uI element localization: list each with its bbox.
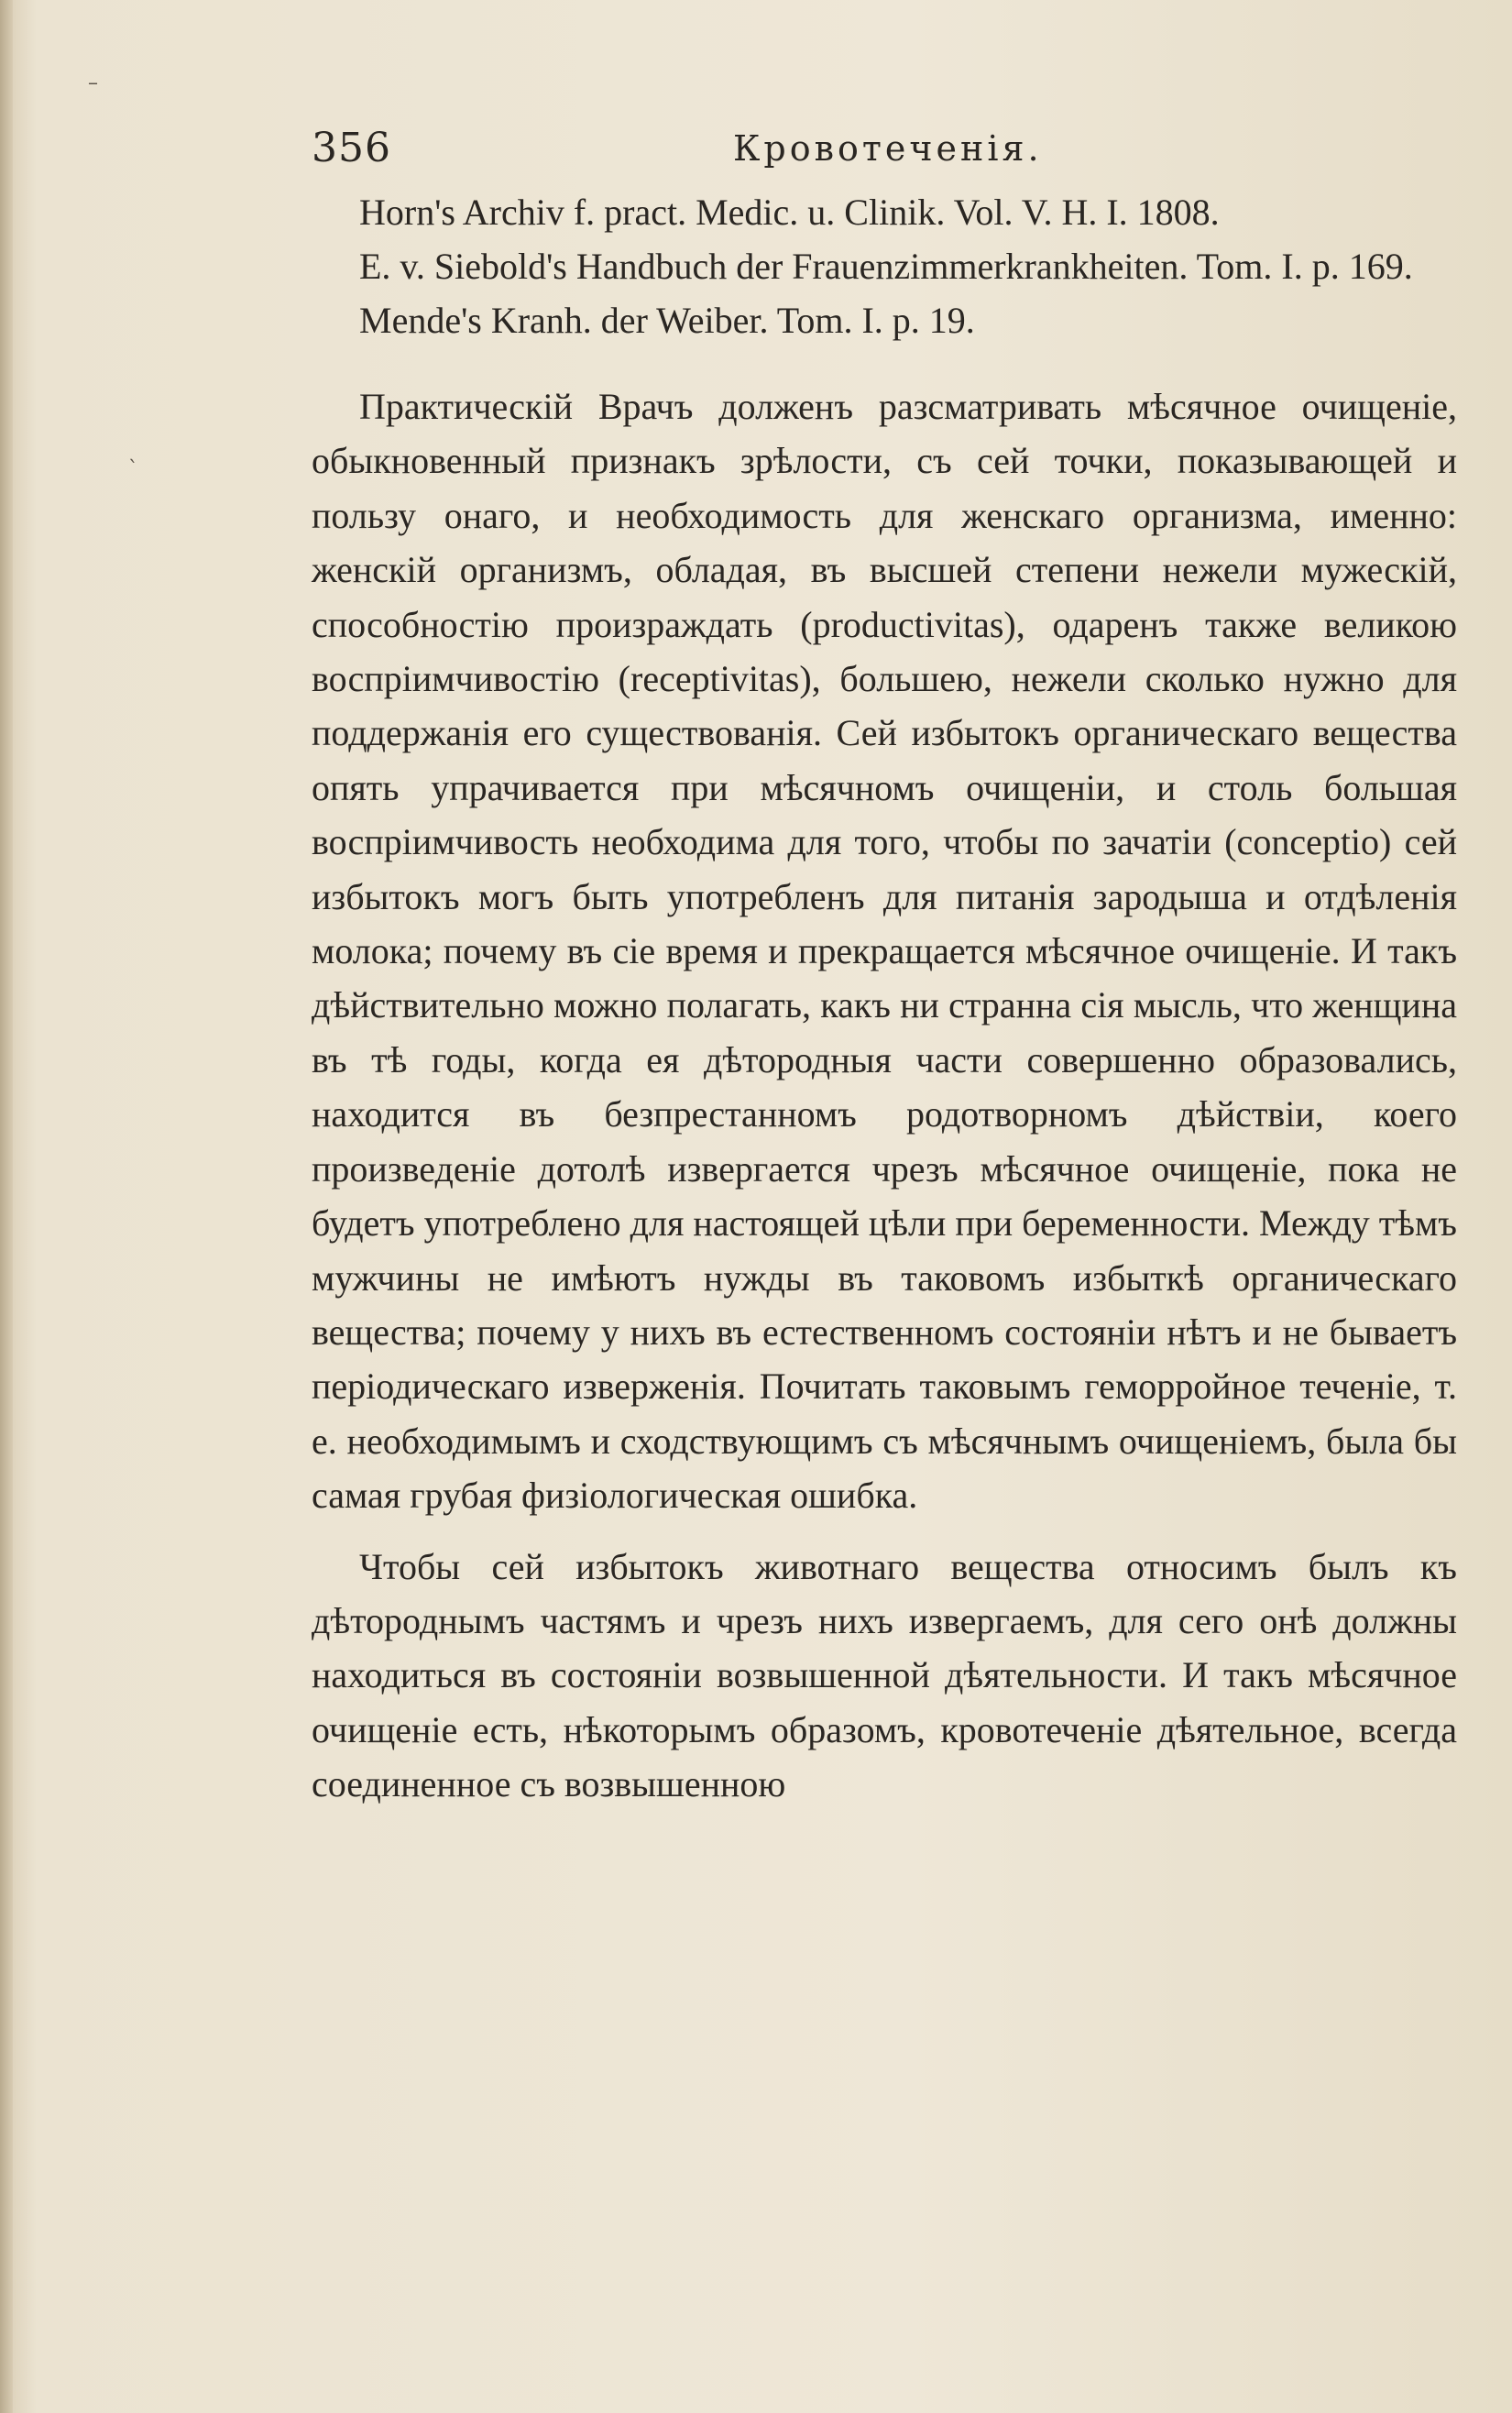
reference-item: E. v. Siebold's Handbuch der Frauenzimmerkrankheiten. Tom. I. p. 169. [359,246,1413,287]
running-title: Кровотеченія. [733,128,1043,169]
paragraph: Чтобы сей избытокъ животнаго вещества относимъ былъ къ дѣтороднымъ частямъ и чрезъ нихъ извергаемъ, для сего онѣ должны находиться въ состояніи возвышенной дѣятельности. И такъ мѣсячное очищеніе есть, нѣкоторымъ образомъ, кровотеченіе дѣятельное, всегда соединенное съ возвышенною [312,1545,1457,1805]
reference-item: Mende's Kranh. der Weiber. Tom. I. p. 19. [359,300,975,341]
page-edge [0,0,13,2413]
body-text [312,379,1457,1812]
page-number: 356 [312,125,391,171]
scan-speck: – [88,71,98,94]
references-block [312,185,1457,347]
paragraph: Практическій Врачъ долженъ разсматривать мѣсячное очищеніе, обыкновенный признакъ зрѣлости, съ сей точки, показывающей и пользу онаго, и необходимость для женскаго организма, именно: женскій организмъ, обладая, въ высшей степени нежели мужескій, способностію произраждать (productivitas), одаренъ также великою воспріимчивостію (receptivitas), большею, нежели сколько нужно для поддержанія его существованія. Сей избытокъ органическаго вещества опять упрачивается при мѣсячномъ очищеніи, и столь большая воспріимчивость необходима для того, чтобы по зачатіи (conceptio) сей избытокъ могъ быть употребленъ для питанія зародыша и отдѣленія молока; почему въ сіе время и прекращается мѣсячное очищеніе. И такъ дѣйствительно можно полагать, какъ ни странна сія мысль, что женщина въ тѣ годы, когда ея дѣтородныя части совершенно образовались, находится въ безпрестанномъ родотворномъ дѣйствіи, коего произведеніе дотолѣ извергается чрезъ мѣсячное очищеніе, пока не будетъ употреблено для настоящей цѣли при беременности. Между тѣмъ мужчины не имѣютъ нужды въ таковомъ избыткѣ органическаго вещества; почему у нихъ въ естественномъ состояніи нѣтъ и не бываетъ періодическаго изверженія. Почитать таковымъ геморройное теченіе, т. е. необходимымъ и сходствующимъ съ мѣсячнымъ очищеніемъ, была бы самая грубая физіологическая ошибка. [312,386,1457,1517]
reference-item: Horn's Archiv f. pract. Medic. u. Clinik. Vol. V. H. I. 1808. [359,192,1220,233]
scan-speck: ˋ [128,458,138,481]
page-header [312,125,1457,180]
